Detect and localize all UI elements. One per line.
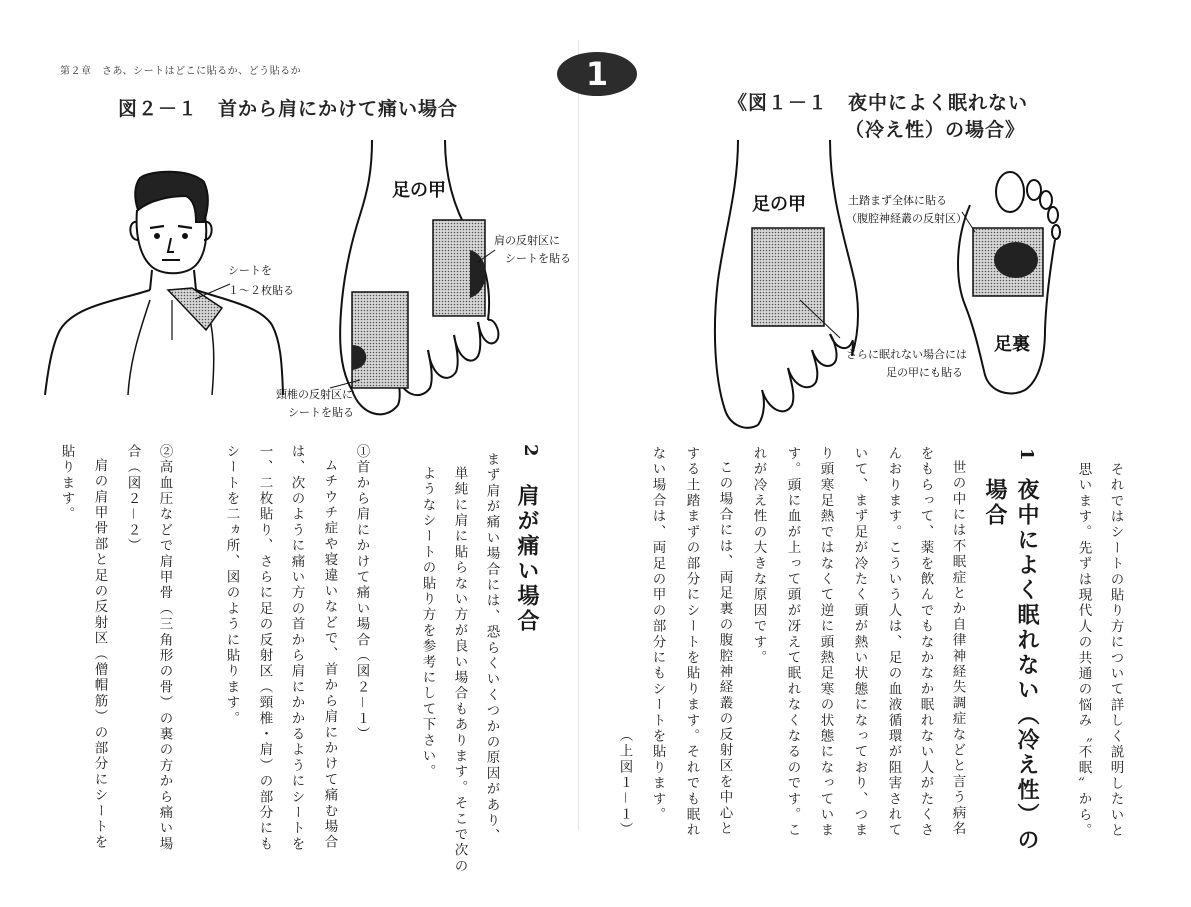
figure-2-1-title: 図２－１ 首から肩にかけて痛い場合 <box>118 98 459 120</box>
page-number-badge: 1 <box>557 52 637 96</box>
right-col-1: それではシートの貼り方について詳しく説明したいと <box>1107 462 1124 839</box>
label-sheet-place: シートを <box>228 264 272 277</box>
left-col-7: 一、二枚貼り、さらに足の反射区（頸椎・肩）の部分にも <box>256 444 273 853</box>
label-foot-back-left: 足の甲 <box>392 180 446 201</box>
right-col-12: ない場合は、両足の甲の部分にもシートを貼ります。 <box>649 446 666 823</box>
right-section-title-2: 場合 <box>982 478 1008 528</box>
left-col-1: まず肩が痛い場合には、恐らくいくつかの原因があり、 <box>483 452 500 845</box>
label-neck-reflex: 頸椎の反射区に <box>276 388 353 401</box>
label-still-2: 足の甲にも貼る <box>886 366 963 379</box>
figure-1-1-title-line1: 《図１－１ 夜中によく眠れない <box>728 92 1029 114</box>
label-sole: 足裏 <box>994 334 1030 355</box>
left-col-12: 貼ります。 <box>58 444 75 523</box>
neck-reflex-sheet <box>352 292 408 388</box>
right-col-6: いて、まず足が冷たく頭が熱い状態になっており、つま <box>851 446 868 839</box>
right-col-3: 世の中には不眠症とか自律神経失調症などと言う病名 <box>949 460 966 837</box>
left-section-title: 肩が痛い場合 <box>514 484 540 634</box>
right-col-11: する土踏まずの部分にシートを貼ります。それでも眠れ <box>683 446 700 839</box>
left-col-8: シートを二ヵ所、図のように貼ります。 <box>223 444 240 727</box>
right-col-9: れが冷え性の大きな原因です。 <box>750 446 767 666</box>
left-col-9: ②高血圧などで肩甲骨（三角形の骨）の裏の方から痛い場 <box>156 444 173 853</box>
label-neck-reflex-2: シートを貼る <box>288 406 354 419</box>
label-still: さらに眠れない場合には <box>846 348 967 361</box>
label-celiac: （腹腔神経叢の反射区） <box>846 212 967 225</box>
label-all-over: 土踏まず全体に貼る <box>848 194 947 207</box>
left-col-10: 合（図２－２） <box>124 444 141 554</box>
label-sheet-place-2: １〜２枚貼る <box>228 284 294 297</box>
right-col-4: をもらって、薬を飲んでもなかなか眠れない人がたくさ <box>917 446 934 839</box>
celiac-reflex-mark <box>994 242 1038 278</box>
right-col-5: んおります。こういう人は、足の血液循環が阻害されて <box>885 446 902 839</box>
right-col-8: す。頭に血が上って頭が冴えて眠れなくなるのです。こ <box>784 446 801 839</box>
left-col-6: は、次のように痛い方の首から肩にかかるようにシートを <box>288 444 305 853</box>
right-col-7: り頭寒足熱ではなくて逆に頭熱足寒の状態になっていま <box>817 446 834 839</box>
right-col-2: 思います。先ずは現代人の共通の悩み〝不眠〟から。 <box>1075 462 1092 839</box>
figure-1-1-title-line2: （冷え性）の場合》 <box>845 119 1026 141</box>
right-section-number: 1 <box>1016 448 1037 461</box>
label-foot-back-right: 足の甲 <box>752 194 806 215</box>
label-shoulder-reflex-2: シートを貼る <box>505 252 571 265</box>
left-col-2: 単純に肩に貼らない方が良い場合もあります。そこで次の <box>451 466 468 875</box>
right-col-13: （上図１－１） <box>616 728 633 838</box>
left-col-11: 肩の肩甲骨部と足の反射区（僧帽筋）の部分にシートを <box>91 458 108 851</box>
running-header: 第２章 さあ、シートはどこに貼るか、どう貼るか <box>60 66 302 77</box>
left-col-3: ようなシートの貼り方を参考にして下さい。 <box>419 466 436 780</box>
label-shoulder-reflex: 肩の反射区に <box>494 234 560 247</box>
left-section-number: 2 <box>520 444 541 457</box>
right-section-title-1: 夜中によく眠れない（冷え性）の <box>1014 478 1040 853</box>
foot-top-sheet <box>752 228 824 326</box>
shoulder-sheet <box>168 288 222 330</box>
left-col-4: ①首から肩にかけて痛い場合（図２－１） <box>353 444 370 743</box>
left-col-5: ムチウチ症や寝違いなどで、首から肩にかけて痛む場合 <box>321 458 338 851</box>
right-col-10: この場合には、両足裏の腹腔神経叢の反射区を中心と <box>716 460 733 837</box>
